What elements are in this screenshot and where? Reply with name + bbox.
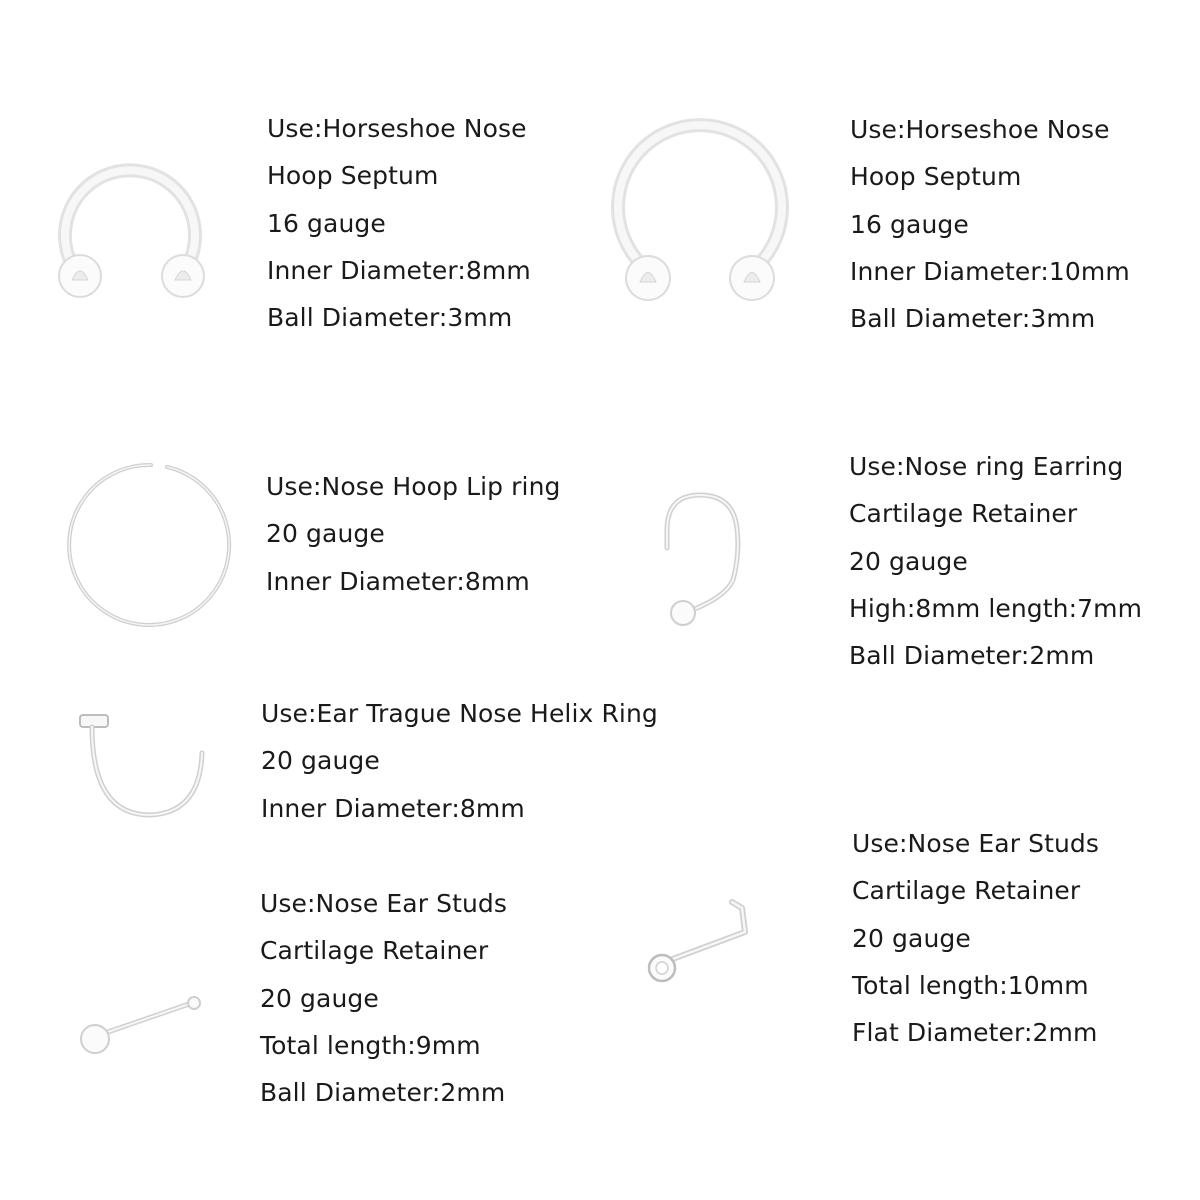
l-shape-stud-icon [640, 890, 780, 1000]
spec-line: Hoop Septum [850, 162, 1022, 192]
spec-line: Ball Diameter:3mm [850, 304, 1096, 334]
spec-line: 16 gauge [267, 208, 386, 238]
spec-line: 20 gauge [260, 983, 379, 1013]
spec-line: High:8mm length:7mm [849, 593, 1143, 623]
spec-line: Cartilage Retainer [260, 936, 489, 966]
spec-block-1 [267, 105, 531, 341]
spec-line: Flat Diameter:2mm [852, 1018, 1098, 1048]
spec-line: Hoop Septum [267, 161, 439, 191]
horseshoe-ring-icon [50, 130, 240, 320]
horseshoe-ring-large-icon [600, 98, 820, 318]
spec-line: Use:Horseshoe Nose [850, 115, 1110, 144]
spec-line: Use:Nose Ear Studs [260, 889, 508, 918]
spec-line: Cartilage Retainer [849, 499, 1078, 529]
open-hoop-ring-icon [55, 455, 245, 635]
spec-block-5 [261, 690, 658, 832]
spec-line: 20 gauge [266, 519, 385, 549]
curved-helix-ring-icon [70, 705, 220, 825]
spec-line: Total length:10mm [852, 970, 1089, 1000]
spec-block-6 [260, 880, 507, 1116]
spec-line: Use:Horseshoe Nose [267, 114, 527, 143]
spec-line: Inner Diameter:10mm [850, 256, 1130, 286]
spec-line: Use:Ear Trague Nose Helix Ring [261, 699, 658, 728]
spec-line: Ball Diameter:2mm [260, 1078, 506, 1108]
nose-bone-stud-icon [70, 985, 210, 1065]
spec-line: Use:Nose ring Earring [849, 452, 1124, 481]
spec-line: Cartilage Retainer [852, 876, 1081, 906]
spec-block-7 [852, 820, 1099, 1056]
spec-line: Ball Diameter:3mm [267, 303, 513, 333]
spec-line: Use:Nose Hoop Lip ring [266, 472, 561, 501]
spec-line: Ball Diameter:2mm [849, 641, 1095, 671]
spec-block-3 [266, 463, 561, 605]
spec-line: 16 gauge [850, 209, 969, 239]
spec-line: 20 gauge [849, 546, 968, 576]
spec-line: Inner Diameter:8mm [261, 793, 525, 823]
spec-line: Inner Diameter:8mm [267, 255, 531, 285]
spec-line: Inner Diameter:8mm [266, 566, 530, 596]
nose-screw-icon [655, 490, 765, 640]
spec-block-2 [850, 106, 1130, 342]
spec-line: Use:Nose Ear Studs [852, 829, 1100, 858]
spec-line: Total length:9mm [260, 1030, 481, 1060]
spec-line: 20 gauge [261, 746, 380, 776]
spec-block-4 [849, 443, 1142, 679]
spec-line: 20 gauge [852, 923, 971, 953]
